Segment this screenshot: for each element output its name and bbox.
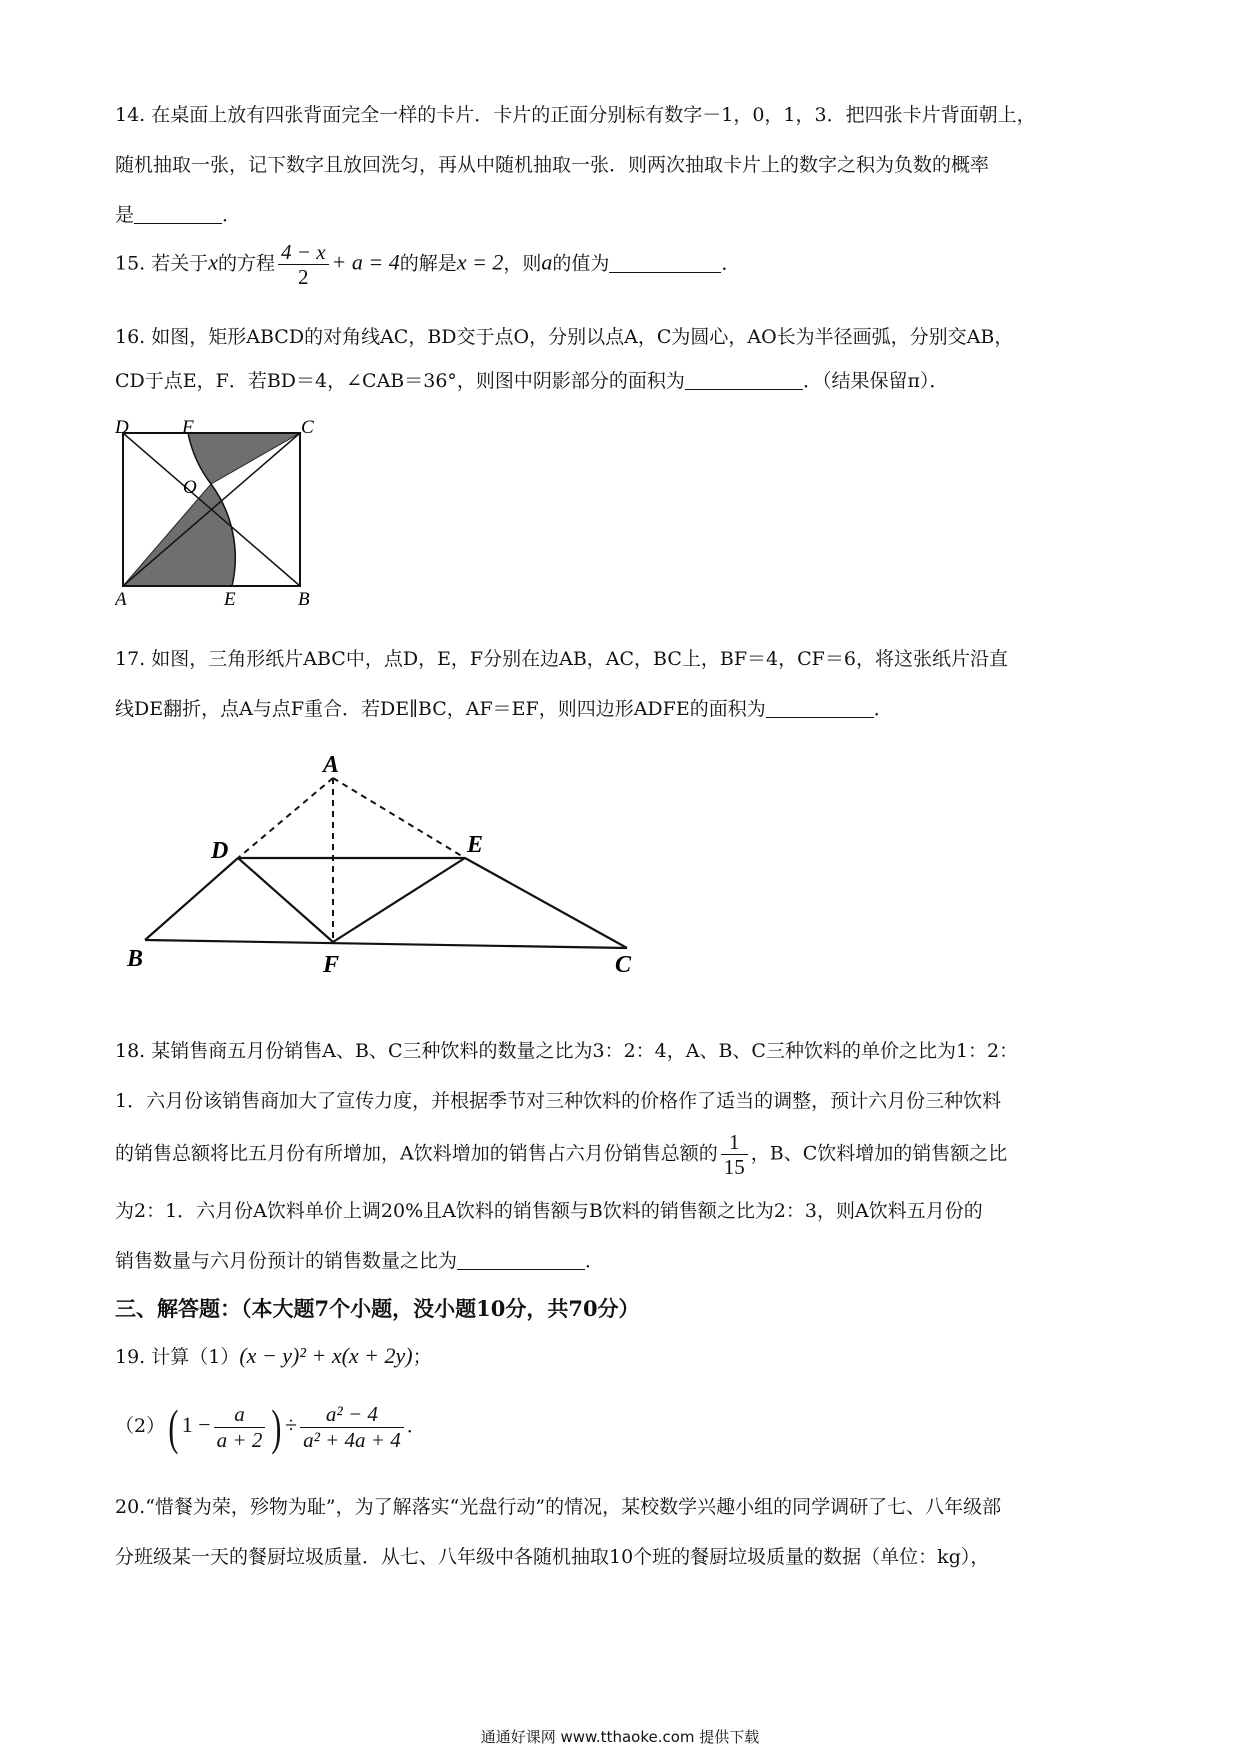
- q16-line-1: 16. 如图，矩形ABCD的对角线AC，BD交于点O，分别以点A，C为圆心，AO长为半径画弧，分别交AB，: [115, 326, 1014, 348]
- q19-part-2: （2）( 1 − $\frac{a}{a + 2}$ ) ÷ $\frac{\text{a² − 4}}{\text{a² + 4a + 4}}$ ．: [115, 1399, 426, 1455]
- dashed-ae: [333, 778, 465, 858]
- q17-line-1: 17. 如图，三角形纸片ABC中，点D，E，F分别在边AB，AC，BC上，BF＝4，CF＝6，将这张纸片沿直: [115, 648, 1008, 670]
- q14-line-1: 14. 在桌面上放有四张背面完全一样的卡片．卡片的正面分别标有数字－1，0，1，3．把四张卡片背面朝上，: [115, 104, 1036, 126]
- label-a: A: [115, 589, 127, 610]
- q17-figure: [115, 750, 655, 980]
- q14-line-2: 随机抽取一张，记下数字且放回洗匀，再从中随机抽取一张．则两次抽取卡片上的数字之积为负数的概率: [115, 154, 990, 176]
- q20-line-1: 20.“惜餐为荣，殄物为耻”，为了解落实“光盘行动”的情况，某校数学兴趣小组的同学调研了七、八年级部: [115, 1496, 1002, 1518]
- q16-line-2: CD于点E，F．若BD＝4，∠CAB＝36°，则图中阴影部分的面积为 ．（结果保留π）．: [115, 370, 949, 392]
- q19-part-1: 19. 计算（1）(x − y)² + x(x + 2y)；: [115, 1343, 432, 1368]
- label-b: B: [127, 946, 144, 972]
- q19-fraction-2: $\frac{\text{a² − 4}}{\text{a² + 4a + 4}}$: [300, 1402, 404, 1451]
- answer-blank: [609, 254, 721, 273]
- answer-blank: [457, 1251, 585, 1270]
- q18-line-1: 18. 某销售商五月份销售A、B、C三种饮料的数量之比为3：2：4，A、B、C三种饮料的单价之比为1：2：: [115, 1040, 1019, 1062]
- answer-blank: [685, 371, 803, 390]
- label-c: C: [615, 952, 632, 978]
- q18-line-3: 的销售总额将比五月份有所增加，A饮料增加的销售占六月份销售总额的 $\frac{1}{15}$ ，B、C饮料增加的销售额之比: [115, 1130, 1008, 1180]
- label-e: E: [224, 589, 236, 610]
- q14-line-3: 是 ．: [115, 204, 242, 226]
- q16-figure: [115, 420, 365, 620]
- label-f: F: [323, 952, 340, 978]
- segment-bd: [145, 858, 238, 940]
- segment-df: [238, 858, 333, 942]
- q18-line-5: 销售数量与六月份预计的销售数量之比为 ．: [115, 1250, 605, 1272]
- q18-fraction: $\frac{1}{15}$: [721, 1130, 748, 1179]
- q18-line-2: 1．六月份该销售商加大了宣传力度，并根据季节对三种饮料的价格作了适当的调整，预计六月份三种饮料: [115, 1090, 1002, 1112]
- q15-line: 15. 若关于x的方程 $\frac{4 - x}{2}$ + a = 4的解是x = 2，则a的值为 ．: [115, 240, 741, 290]
- q19-fraction-1: $\frac{a}{a + 2}$: [214, 1402, 266, 1451]
- segment-bc: [145, 940, 627, 948]
- label-a: A: [323, 752, 340, 778]
- segment-ef: [333, 858, 465, 942]
- label-d: D: [211, 838, 229, 864]
- q15-fraction: $\frac{4 - x}{2}$: [278, 240, 329, 289]
- page-footer: 通通好课网 www.tthaoke.com 提供下载: [480, 1728, 760, 1746]
- q20-line-2: 分班级某一天的餐厨垃圾质量．从七、八年级中各随机抽取10个班的餐厨垃圾质量的数据（单位：kg），: [115, 1546, 990, 1568]
- dashed-ad: [238, 778, 333, 858]
- label-e: E: [467, 832, 484, 858]
- q17-line-2: 线DE翻折，点A与点F重合．若DE∥BC，AF＝EF，则四边形ADFE的面积为 ．: [115, 698, 893, 720]
- label-b: B: [298, 589, 310, 610]
- label-c: C: [301, 420, 314, 438]
- segment-ec: [465, 858, 627, 948]
- section-3-heading: 三、解答题：（本大题7个小题，没小题10分，共70分）: [115, 1296, 640, 1321]
- label-d: D: [115, 420, 129, 438]
- answer-blank: [134, 205, 222, 224]
- answer-blank: [766, 699, 874, 718]
- label-o: O: [183, 477, 197, 498]
- q18-line-4: 为2：1．六月份A饮料单价上调20%且A饮料的销售额与B饮料的销售额之比为2：3，则A饮料五月份的: [115, 1200, 983, 1222]
- label-f: F: [182, 420, 194, 438]
